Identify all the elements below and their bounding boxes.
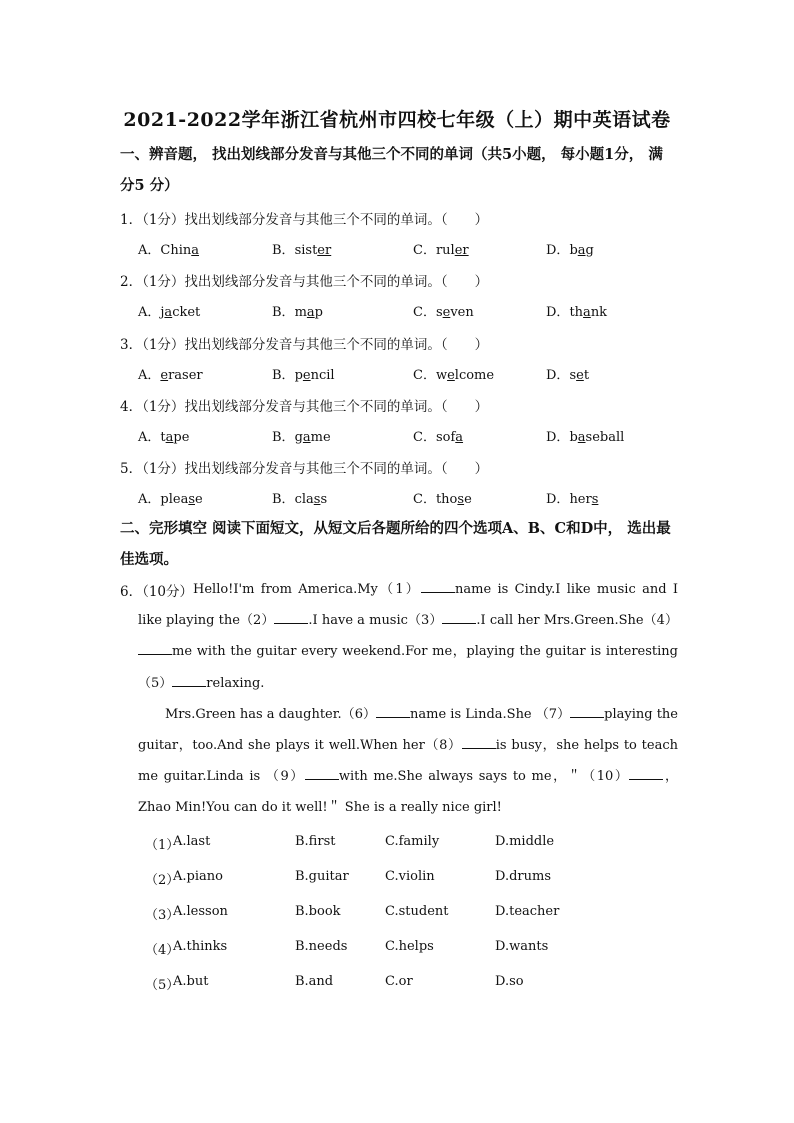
cloze-text-segment: ，Zhao Min!You can do it well!＂ She is a really nice girl! [138, 769, 678, 816]
option-word-part: cla [294, 492, 314, 507]
option-word-part: nk [590, 305, 608, 320]
option-underlined-part: s [457, 492, 465, 507]
cloze-blank[interactable] [305, 767, 339, 780]
question-options [138, 301, 698, 321]
option-letter: D． [546, 305, 570, 320]
option-letter: A． [138, 243, 161, 258]
cloze-blank[interactable] [138, 642, 172, 655]
option-word-part: g [585, 243, 594, 258]
cloze-text-segment: .I have a music（3） [308, 613, 443, 629]
option-word-part: e [464, 492, 472, 507]
option-letter: A． [138, 430, 161, 445]
cloze-text-segment: me with the guitar every weekend.For me，playing the guitar is interesting （5） [138, 644, 678, 691]
question-options [138, 488, 698, 508]
answer-option[interactable] [138, 364, 203, 383]
option-word-part: p [294, 368, 303, 383]
cloze-option-choice[interactable]: A.piano [173, 869, 223, 884]
cloze-option-choice[interactable]: B.first [295, 834, 336, 849]
cloze-option-choice[interactable]: A.last [173, 834, 211, 849]
section-2-heading [120, 513, 680, 575]
option-word-part: g [294, 430, 303, 445]
option-word-part: s [569, 368, 577, 383]
cloze-option-choice[interactable]: C.violin [385, 869, 435, 884]
cloze-blank[interactable] [570, 705, 604, 718]
answer-option[interactable] [546, 364, 589, 383]
option-letter: D． [546, 368, 570, 383]
answer-option[interactable] [272, 364, 335, 383]
option-letter: A． [138, 368, 161, 383]
cloze-text-segment: playing the guitar，too.And she plays it well.When her（8） [138, 706, 678, 754]
cloze-blank[interactable] [376, 705, 410, 718]
option-underlined-part: a [455, 430, 464, 445]
option-letter: A． [138, 492, 161, 507]
cloze-text [138, 574, 678, 824]
option-word-part: j [160, 305, 165, 320]
cloze-option-number: （1） [145, 838, 180, 853]
cloze-option-choice[interactable]: B.guitar [295, 869, 349, 884]
option-underlined-part: a [577, 430, 586, 445]
cloze-option-choice[interactable]: D.wants [495, 939, 549, 954]
question-options [138, 426, 698, 446]
cloze-option-choice[interactable]: B.and [295, 974, 334, 989]
answer-option[interactable] [272, 488, 327, 507]
option-word-part: cket [172, 305, 201, 320]
option-underlined-part: e [576, 368, 584, 383]
answer-option[interactable] [272, 426, 331, 445]
cloze-blank[interactable] [172, 674, 206, 687]
cloze-option-choice[interactable]: D.drums [495, 869, 551, 884]
cloze-blank[interactable] [629, 767, 663, 780]
option-word-part: rul [435, 243, 455, 258]
option-word-part: raser [168, 368, 203, 383]
option-word-part: w [435, 368, 448, 383]
option-letter: D． [546, 492, 570, 507]
cloze-paragraph [138, 574, 678, 699]
option-word-part: plea [160, 492, 189, 507]
cloze-text-segment: Mrs.Green has a daughter.（6） [165, 706, 377, 722]
cloze-text-segment: is busy，she helps to teach me guitar.Linda is （9） [138, 738, 678, 785]
option-underlined-part: s [591, 492, 599, 507]
cloze-text-segment: name is Cindy.I like music and I like playing the（2） [138, 582, 679, 629]
option-word-part: her [569, 492, 592, 507]
option-letter: B． [272, 430, 295, 445]
option-letter: A． [138, 305, 161, 320]
cloze-blank[interactable] [421, 580, 455, 593]
option-underlined-part: s [313, 492, 321, 507]
cloze-option-choice[interactable]: D.teacher [495, 904, 560, 919]
cloze-blank[interactable] [442, 611, 476, 624]
question-options [138, 239, 698, 259]
answer-option[interactable] [272, 239, 331, 258]
option-underlined-part: er [454, 243, 469, 258]
option-word-part: ncil [310, 368, 335, 383]
answer-option[interactable] [546, 301, 607, 320]
cloze-option-choice[interactable]: A.thinks [173, 939, 228, 954]
cloze-option-choice[interactable]: C.student [385, 904, 449, 919]
answer-option[interactable] [272, 301, 323, 320]
option-word-part: s [320, 492, 328, 507]
option-word-part: ven [450, 305, 474, 320]
question-stem: 5．（1分）找出划线部分发音与其他三个不同的单词。（ ） [120, 461, 489, 477]
option-underlined-part: e [447, 368, 455, 383]
answer-option[interactable] [138, 426, 189, 445]
cloze-option-row [145, 904, 685, 924]
cloze-option-row [145, 974, 685, 994]
option-word-part: pe [173, 430, 190, 445]
cloze-text-segment: relaxing. [206, 675, 265, 691]
option-underlined-part: a [165, 430, 174, 445]
option-word-part: lcome [454, 368, 495, 383]
option-underlined-part: a [191, 243, 200, 258]
cloze-option-row [145, 834, 685, 854]
answer-option[interactable] [413, 239, 469, 258]
section-2-heading-line2: 佳选项。 [120, 551, 178, 568]
cloze-option-choice[interactable]: A.lesson [173, 904, 228, 919]
answer-option[interactable] [138, 239, 199, 258]
section-1-heading [120, 139, 680, 201]
cloze-option-choice[interactable]: C.helps [385, 939, 434, 954]
question-options [138, 364, 698, 384]
option-letter: B． [272, 368, 295, 383]
section-1-heading-line2: 分5 分） [120, 177, 179, 194]
cloze-option-choice[interactable]: C.or [385, 974, 413, 989]
option-letter: D． [546, 243, 570, 258]
answer-option[interactable] [546, 488, 598, 507]
cloze-option-choice[interactable]: D.so [495, 974, 524, 989]
cloze-option-choice[interactable]: A.but [173, 974, 209, 989]
answer-option[interactable] [138, 301, 200, 320]
question-stem: 3．（1分）找出划线部分发音与其他三个不同的单词。（ ） [120, 337, 489, 353]
answer-option[interactable] [413, 488, 472, 507]
option-word-part: th [569, 305, 584, 320]
cloze-blank[interactable] [274, 611, 308, 624]
cloze-option-row [145, 869, 685, 889]
cloze-option-number: （4） [145, 943, 180, 958]
page-title: 2021-2022学年浙江省杭州市四校七年级（上）期中英语试卷 [123, 109, 671, 131]
cloze-paragraph [138, 699, 678, 824]
option-word-part: tho [435, 492, 458, 507]
answer-option[interactable] [413, 301, 474, 320]
option-letter: C． [413, 368, 436, 383]
cloze-option-number: （2） [145, 873, 180, 888]
option-underlined-part: a [306, 305, 315, 320]
option-letter: B． [272, 243, 295, 258]
cloze-text-segment: Hello!I'm from America.My（1） [193, 582, 422, 597]
option-word-part: t [583, 368, 590, 383]
option-word-part: sof [435, 430, 456, 445]
option-word-part: s [435, 305, 443, 320]
option-underlined-part: e [160, 368, 169, 383]
cloze-text-segment: name is Linda.She （7） [410, 706, 571, 722]
option-underlined-part: a [302, 430, 311, 445]
option-underlined-part: s [188, 492, 195, 507]
question-stem: 2．（1分）找出划线部分发音与其他三个不同的单词。（ ） [120, 274, 489, 290]
option-letter: B． [272, 492, 295, 507]
section-2-heading-line1: 二、完形填空 阅读下面短文，从短文后各题所给的四个选项A、B、C和D中， 选出最 [120, 520, 671, 537]
option-underlined-part: e [442, 305, 451, 320]
cloze-text-segment: .I call her Mrs.Green.She（4） [476, 613, 678, 629]
option-word-part: p [314, 305, 323, 320]
cloze-text-segment: with me.She always says to me，＂（10） [338, 769, 630, 785]
option-word-part: m [294, 305, 307, 320]
cloze-option-choice[interactable]: B.book [295, 904, 341, 919]
option-letter: C． [413, 305, 436, 320]
option-word-part: b [569, 430, 578, 445]
answer-option[interactable] [546, 426, 624, 445]
cloze-option-choice[interactable]: B.needs [295, 939, 348, 954]
answer-option[interactable] [413, 364, 494, 383]
option-word-part: seball [585, 430, 625, 445]
option-letter: C． [413, 430, 436, 445]
option-letter: C． [413, 243, 436, 258]
option-underlined-part: a [583, 305, 591, 320]
cloze-intro: 6．（10分） [120, 584, 194, 600]
option-word-part: t [160, 430, 166, 445]
option-word-part: b [569, 243, 578, 258]
option-underlined-part: a [577, 243, 586, 258]
question-stem: 1．（1分）找出划线部分发音与其他三个不同的单词。（ ） [120, 212, 489, 228]
option-underlined-part: e [302, 368, 311, 383]
cloze-blank[interactable] [462, 736, 496, 749]
question-stem: 4．（1分）找出划线部分发音与其他三个不同的单词。（ ） [120, 399, 489, 415]
answer-option[interactable] [138, 488, 203, 507]
option-letter: D． [546, 430, 570, 445]
option-letter: C． [413, 492, 436, 507]
cloze-option-choice[interactable]: D.middle [495, 834, 555, 849]
option-underlined-part: er [317, 243, 332, 258]
option-word-part: Chin [160, 243, 192, 258]
cloze-option-number: （5） [145, 978, 180, 993]
option-word-part: sist [294, 243, 318, 258]
option-underlined-part: a [164, 305, 173, 320]
option-word-part: e [195, 492, 203, 507]
cloze-option-row [145, 939, 685, 959]
answer-option[interactable] [413, 426, 463, 445]
cloze-option-number: （3） [145, 908, 180, 923]
option-letter: B． [272, 305, 295, 320]
section-1-heading-line1: 一、辨音题， 找出划线部分发音与其他三个不同的单词（共5小题， 每小题1分， 满 [120, 146, 663, 163]
answer-option[interactable] [546, 239, 594, 258]
cloze-option-choice[interactable]: C.family [385, 834, 440, 849]
option-word-part: me [310, 430, 331, 445]
